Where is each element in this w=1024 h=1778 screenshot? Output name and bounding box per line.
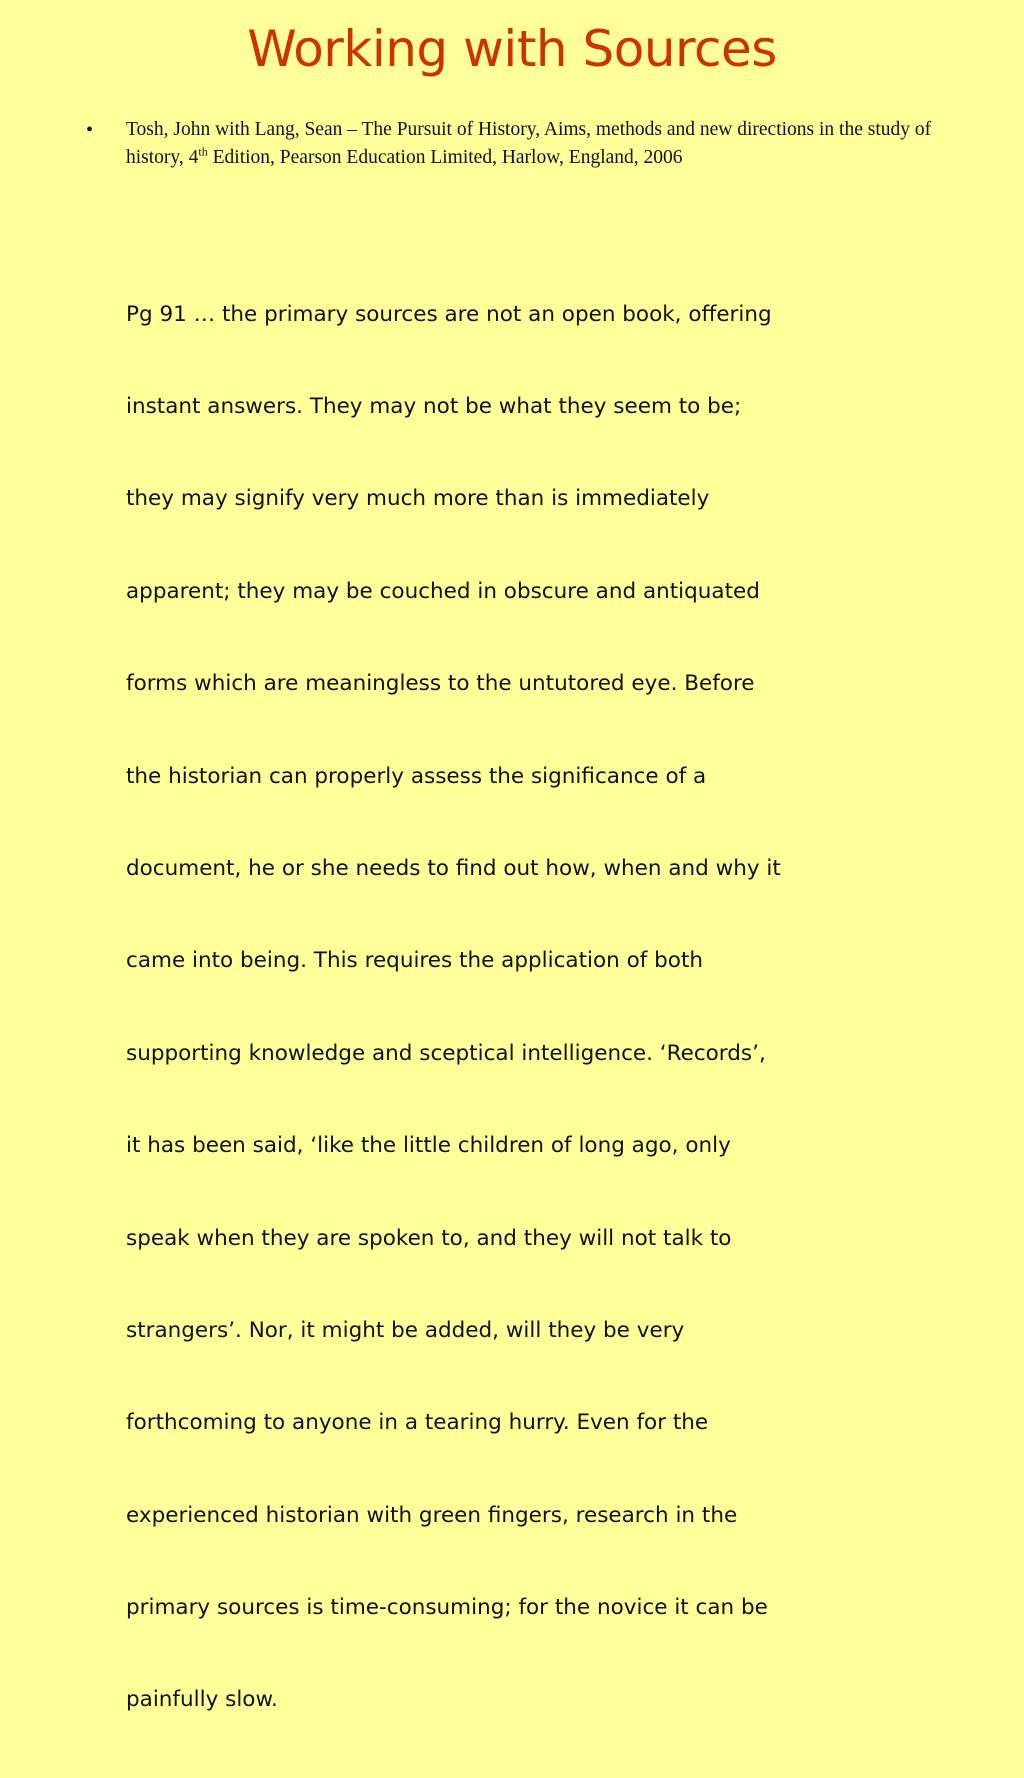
quote-line: document, he or she needs to find out how, when and why it — [126, 855, 781, 881]
quote-line: supporting knowledge and sceptical intelligence. ‘Records’, — [126, 1040, 766, 1066]
quote-line: forthcoming to anyone in a tearing hurry. Even for the — [126, 1410, 709, 1436]
quote-paragraph — [126, 238, 956, 1778]
quote-line: it has been said, ‘like the little children of long ago, only — [126, 1133, 731, 1159]
quote-line: experienced historian with green fingers, research in the — [126, 1502, 738, 1528]
citation-main: Tosh, John with Lang, Sean – The Pursuit of History, Aims, methods and new directions in the study of history, 4 — [126, 119, 932, 168]
quote-line: forms which are meaningless to the untutored eye. Before — [126, 671, 755, 697]
quote-line: the historian can properly assess the significance of a — [126, 763, 707, 789]
quote-line: came into being. This requires the application of both — [126, 948, 704, 974]
quote-line: strangers’. Nor, it might be added, will they be very — [126, 1317, 685, 1343]
slide-title: Working with Sources — [247, 20, 777, 78]
quote-line: speak when they are spoken to, and they will not talk to — [126, 1225, 732, 1251]
bullet-icon: • — [86, 119, 94, 141]
quote-line: apparent; they may be couched in obscure and antiquated — [126, 578, 760, 604]
quote-line: instant answers. They may not be what they seem to be; — [126, 393, 742, 419]
quote-line: they may signify very much more than is immediately — [126, 486, 710, 512]
quote-line: Pg 91 … the primary sources are not an open book, offering — [126, 301, 772, 327]
quote-line: painfully slow. — [126, 1687, 278, 1713]
quote-line: primary sources is time-consuming; for the novice it can be — [126, 1595, 768, 1621]
citation-bullet-item — [86, 116, 946, 172]
citation-text — [126, 116, 946, 172]
citation-superscript: th — [198, 144, 208, 159]
citation-rest: Edition, Pearson Education Limited, Harlow, England, 2006 — [207, 147, 683, 168]
